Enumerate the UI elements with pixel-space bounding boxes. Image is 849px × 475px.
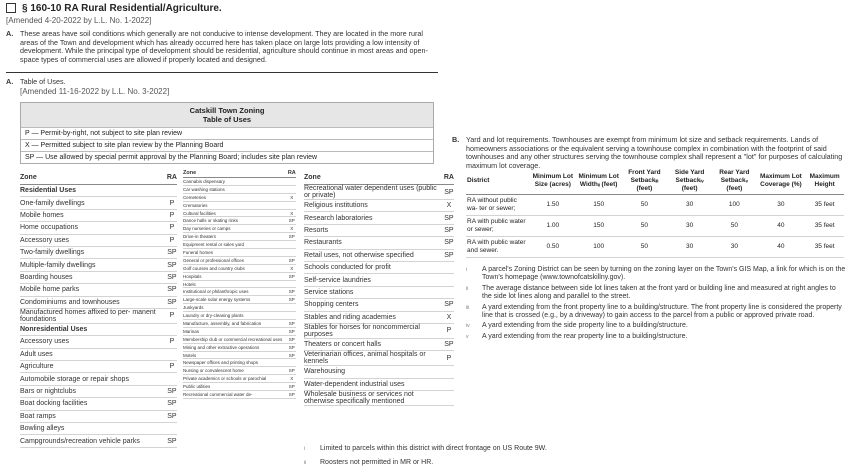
table-row xyxy=(183,343,296,351)
use-name: Accessory uses xyxy=(20,234,167,246)
legend-sp: SP — Use allowed by special permit approval by the Planning Board; includes site plan review xyxy=(21,151,433,163)
ra-value: P xyxy=(167,222,177,234)
section-b-letter: B. xyxy=(452,135,460,144)
ra-value xyxy=(167,348,177,360)
lot-district: RA with public water or sewer; xyxy=(466,216,530,237)
amendment-note: [Amended 4-20-2022 by L.L. No. 1-2022] xyxy=(6,16,152,25)
table-row xyxy=(304,237,454,249)
ra-value xyxy=(167,423,177,435)
legend-p: P — Permit-by-right, not subject to site plan review xyxy=(21,127,433,139)
table-row xyxy=(183,327,296,335)
table-row xyxy=(20,410,177,422)
use-name: Religious institutions xyxy=(304,200,444,212)
ra-value xyxy=(444,391,454,406)
lot-value: 0.50 xyxy=(530,237,576,258)
ra-value: P xyxy=(167,209,177,221)
ra-value: SP xyxy=(288,384,295,390)
table-row xyxy=(304,311,454,323)
table-row xyxy=(183,217,296,225)
footnote xyxy=(304,459,564,467)
ra-value: X xyxy=(288,375,296,383)
table-row xyxy=(304,391,454,406)
table-row xyxy=(183,201,296,209)
ra-value: SP xyxy=(167,296,177,308)
ra-value xyxy=(288,312,296,320)
footnote-text: Roosters not permitted in MR or HR. xyxy=(320,459,434,467)
ra-value: SP xyxy=(288,218,295,224)
use-name: Day nurseries or camps xyxy=(183,225,288,233)
uses-table-1 xyxy=(20,170,177,448)
lot-requirements-table xyxy=(466,168,844,258)
table-row xyxy=(304,323,454,338)
use-name: Residential Uses xyxy=(20,185,167,197)
table-row xyxy=(20,271,177,283)
ra-value: X xyxy=(288,225,296,233)
table-row xyxy=(183,383,296,391)
table-row xyxy=(20,209,177,221)
lot-row xyxy=(466,237,844,258)
use-name: Automobile storage or repair shops xyxy=(20,373,167,385)
lot-note xyxy=(466,285,846,302)
use-name: Nonresidential Uses xyxy=(20,323,167,335)
zoning-heading-line2: Table of Uses xyxy=(202,115,252,124)
use-name: Agriculture xyxy=(20,361,167,373)
lot-header-cell: Rear Yard Setbackᵥ (feet) xyxy=(712,168,756,195)
use-name: Crematories xyxy=(183,201,288,209)
table-row xyxy=(304,274,454,286)
ra-value xyxy=(288,280,296,288)
ra-value: X xyxy=(288,264,296,272)
ra-value xyxy=(167,185,177,197)
ra-value: SP xyxy=(167,435,177,447)
table-row xyxy=(20,348,177,360)
uses-table-2 xyxy=(183,169,296,399)
use-name: Adult uses xyxy=(20,348,167,360)
col-zone: Zone xyxy=(183,169,288,178)
section-row xyxy=(20,185,177,197)
table-header-row xyxy=(20,170,177,185)
use-name: Membership club or commercial recreational uses xyxy=(183,335,288,343)
table-row xyxy=(183,256,296,264)
section-a2-amendment: [Amended 11-16-2022 by L.L. No. 3-2022] xyxy=(20,87,170,96)
table-row xyxy=(304,185,454,200)
table-row xyxy=(304,224,454,236)
table-row xyxy=(183,280,296,288)
zoning-heading-line1: Catskill Town Zoning xyxy=(189,106,265,115)
lot-value: 50 xyxy=(712,216,756,237)
table-row xyxy=(20,373,177,385)
footnote-mark: ii xyxy=(304,460,307,467)
ra-value: SP xyxy=(288,328,295,334)
ra-value: SP xyxy=(444,249,454,261)
table-row xyxy=(183,272,296,280)
table-row xyxy=(183,233,296,241)
lot-value: 30 xyxy=(667,237,712,258)
table-row xyxy=(304,378,454,390)
lot-value: 100 xyxy=(576,237,622,258)
table-row xyxy=(20,423,177,435)
use-name: Motels xyxy=(183,351,288,359)
table-row xyxy=(20,361,177,373)
col-ra: RA xyxy=(167,170,177,185)
ra-value xyxy=(444,366,454,378)
lot-header-cell: Minimum Lot Widthᵢᵢ (feet) xyxy=(576,168,622,195)
ra-value xyxy=(444,378,454,390)
ra-value: SP xyxy=(288,391,295,397)
section-a2-title: Table of Uses. xyxy=(20,77,66,86)
use-name: Retail uses, not otherwise specified xyxy=(304,249,444,261)
use-name: Restaurants xyxy=(304,237,444,249)
lot-header-cell: Side Yard Setbackᵢᵥ (feet) xyxy=(667,168,712,195)
lot-header-cell: District xyxy=(466,168,530,195)
lot-value: 150 xyxy=(576,195,622,216)
use-name: Junkyards xyxy=(183,304,288,312)
table-row xyxy=(304,366,454,378)
table-row xyxy=(183,335,296,343)
use-name: Shopping centers xyxy=(304,299,444,311)
use-name: Hospitals xyxy=(183,272,288,280)
uses-table-3 xyxy=(304,170,454,406)
use-name: Golf courses and country clubs xyxy=(183,264,288,272)
table-row xyxy=(20,259,177,271)
table-row xyxy=(304,200,454,212)
col-ra: RA xyxy=(444,170,454,185)
lot-header-cell: Minimum Lot Size (acres) xyxy=(530,168,576,195)
ra-value: SP xyxy=(444,338,454,350)
ra-value: P xyxy=(167,361,177,373)
ra-value: SP xyxy=(288,257,295,263)
ra-value: SP xyxy=(167,398,177,410)
ra-value: SP xyxy=(444,185,454,200)
ra-value: P xyxy=(167,197,177,209)
table-row xyxy=(183,193,296,201)
ra-value: X xyxy=(288,209,296,217)
lot-note-text: The average distance between side lot lines taken at the front yard or building line and measured at right angles to the side lot lines along and parallel to the street. xyxy=(482,284,836,301)
use-name: Nursing or convalescent home xyxy=(183,367,288,375)
lot-value: 35 feet xyxy=(805,237,844,258)
ra-value: X xyxy=(288,193,296,201)
ra-value: X xyxy=(444,200,454,212)
use-name: Car washing stations xyxy=(183,185,288,193)
divider xyxy=(6,72,438,73)
use-name: Institutional or philanthropic uses xyxy=(183,288,288,296)
ra-value: SP xyxy=(167,410,177,422)
table-row xyxy=(20,296,177,308)
lot-note-mark: v xyxy=(466,333,469,340)
ra-value xyxy=(288,249,296,257)
lot-note-mark: iv xyxy=(466,323,470,330)
use-name: Mobile home parks xyxy=(20,284,167,296)
ra-value xyxy=(288,359,296,367)
use-name: Mining and other extractive operations xyxy=(183,343,288,351)
use-name: Manufactured homes affixed to per- manent foundations xyxy=(20,308,167,323)
lot-note-mark: i xyxy=(466,267,468,273)
section-b-text: Yard and lot requirements. Townhouses are exempt from minimum lot size and setback requirements. Lands of homeowners associations or the equivalent serving a townhouse complex in combination with the footprint of said townhouses and any other structures serving the townhouse complex shall represent a "lot" for purposes of calculating maximum lot coverage. xyxy=(466,135,843,170)
use-name: Drive-in theaters xyxy=(183,233,288,241)
table-row xyxy=(20,222,177,234)
table-row xyxy=(183,375,296,383)
lot-district: RA with public water and sewer. xyxy=(466,237,530,258)
section-a-text: These areas have soil conditions which generally are not conducive to intense development. They are located in the more rural areas of the Town and development which has already occurred here has taken place on large lots providing a low intensity of development. While the principal type of development should be residential, agriculture should continue in most areas and open-space types of commercial uses are allowed if properly located and designed. xyxy=(20,29,428,64)
lot-value: 30 xyxy=(757,195,806,216)
table-row xyxy=(183,249,296,257)
use-name: Condominiums and townhouses xyxy=(20,296,167,308)
ra-value: SP xyxy=(167,246,177,258)
table-row xyxy=(183,359,296,367)
lot-note-text: A yard extending from the rear property line to a building/structure. xyxy=(482,332,688,340)
zoning-legend-box xyxy=(20,102,434,164)
lot-value: 100 xyxy=(712,195,756,216)
section-a2-letter: A. xyxy=(6,77,14,86)
lot-value: 50 xyxy=(622,195,667,216)
use-name: Boat ramps xyxy=(20,410,167,422)
use-name: General or professional offices xyxy=(183,256,288,264)
use-name: Research laboratories xyxy=(304,212,444,224)
lot-value: 1.00 xyxy=(530,216,576,237)
lot-header-cell: Maximum Lot Coverage (%) xyxy=(757,168,806,195)
table-row xyxy=(304,286,454,298)
use-name: Manufacture, assembly, and fabrication xyxy=(183,320,288,328)
use-name: Resorts xyxy=(304,224,444,236)
col-zone: Zone xyxy=(304,170,444,185)
ra-value: SP xyxy=(288,352,295,358)
use-name: Equipment rental or sales yard xyxy=(183,241,288,249)
ra-value: SP xyxy=(167,271,177,283)
lot-value: 30 xyxy=(667,195,712,216)
lot-value: 35 feet xyxy=(805,195,844,216)
lot-note xyxy=(466,266,846,283)
use-name: Cannabis dispensary xyxy=(183,178,288,186)
use-name: Newspaper offices and printing shops xyxy=(183,359,288,367)
use-name: Dance halls or skating rinks xyxy=(183,217,288,225)
lot-header-cell: Maximum Height xyxy=(805,168,844,195)
table-row xyxy=(183,209,296,217)
footnote xyxy=(304,445,564,453)
use-name: Service stations xyxy=(304,286,444,298)
table-row xyxy=(183,312,296,320)
section-title xyxy=(6,3,222,14)
ra-value: SP xyxy=(444,212,454,224)
table-row xyxy=(304,351,454,366)
lot-district: RA without public wa- ter or sewer; xyxy=(466,195,530,216)
use-name: Mobile homes xyxy=(20,209,167,221)
table-row xyxy=(20,308,177,323)
table-row xyxy=(183,296,296,304)
lot-note-text: A yard extending from the side property line to a building/structure. xyxy=(482,322,688,330)
lot-value: 40 xyxy=(757,216,806,237)
footnote-mark: i xyxy=(304,446,306,452)
table-row xyxy=(183,320,296,328)
lot-value: 35 feet xyxy=(805,216,844,237)
ra-value: SP xyxy=(288,289,295,295)
use-name: Recreational water dependent uses (public or private) xyxy=(304,185,444,200)
table-row xyxy=(304,261,454,273)
table-row xyxy=(20,246,177,258)
table-row xyxy=(183,241,296,249)
table-row xyxy=(304,212,454,224)
ra-value xyxy=(444,261,454,273)
ra-value xyxy=(288,241,296,249)
ra-value xyxy=(288,185,296,193)
zoning-legend-heading xyxy=(21,103,433,127)
section-a-letter: A. xyxy=(6,29,14,38)
table-row xyxy=(304,299,454,311)
lot-value: 1.50 xyxy=(530,195,576,216)
lot-note-text: A yard extending from the front property line to a building/structure. The front property line is considered the property line that is crossed (e.g., by a driveway) to gain access to the parcel from a public or approved private road. xyxy=(482,303,842,320)
use-name: Cemeteries xyxy=(183,193,288,201)
ra-value: SP xyxy=(288,234,295,240)
ra-value: SP xyxy=(288,368,295,374)
ra-value xyxy=(288,201,296,209)
use-name: Stables and riding academies xyxy=(304,311,444,323)
ra-value: P xyxy=(444,323,454,338)
use-name: Public utilities xyxy=(183,383,288,391)
use-name: Funeral homes xyxy=(183,249,288,257)
table-row xyxy=(183,367,296,375)
ra-value: SP xyxy=(444,299,454,311)
use-name: Schools conducted for profit xyxy=(304,261,444,273)
lot-note xyxy=(466,333,846,341)
table-header-row xyxy=(183,169,296,178)
table-row xyxy=(183,288,296,296)
ra-value: SP xyxy=(288,320,295,326)
lot-header-row xyxy=(466,168,844,195)
ra-value: P xyxy=(444,351,454,366)
legend-x: X — Permitted subject to site plan review by the Planning Board xyxy=(21,139,433,151)
ra-value: SP xyxy=(167,284,177,296)
table-row xyxy=(20,398,177,410)
use-name: Marinas xyxy=(183,327,288,335)
use-name: Boarding houses xyxy=(20,271,167,283)
col-ra: RA xyxy=(287,169,296,176)
lot-note xyxy=(466,322,846,330)
use-name: Bowling alleys xyxy=(20,423,167,435)
ra-value: P xyxy=(167,336,177,348)
ra-value: SP xyxy=(288,273,295,279)
table-footnotes xyxy=(304,445,564,468)
table-row xyxy=(183,304,296,312)
table-row xyxy=(183,351,296,359)
table-row xyxy=(183,225,296,233)
section-title-text: § 160-10 RA Rural Residential/Agriculture. xyxy=(22,3,222,14)
ra-value: X xyxy=(444,311,454,323)
lot-notes xyxy=(466,266,846,343)
lot-row xyxy=(466,216,844,237)
use-name: Cultural facilities xyxy=(183,209,288,217)
ra-value: SP xyxy=(288,297,295,303)
use-name: Recreational commercial water de- xyxy=(183,391,288,399)
use-name: Boat docking facilities xyxy=(20,398,167,410)
ra-value xyxy=(288,304,296,312)
lot-value: 50 xyxy=(622,216,667,237)
table-row xyxy=(304,249,454,261)
lot-value: 150 xyxy=(576,216,622,237)
lot-header-cell: Front Yard Setbackᵢᵢᵢ (feet) xyxy=(622,168,667,195)
use-name: Self-service laundries xyxy=(304,274,444,286)
use-name: Bars or nightclubs xyxy=(20,385,167,397)
table-row xyxy=(20,336,177,348)
table-row xyxy=(20,197,177,209)
ra-value: SP xyxy=(444,237,454,249)
table-row xyxy=(20,234,177,246)
use-name: Multiple-family dwellings xyxy=(20,259,167,271)
table-row xyxy=(183,185,296,193)
use-name: Large-scale solar energy systems xyxy=(183,296,288,304)
use-name: Theaters or concert halls xyxy=(304,338,444,350)
table-row xyxy=(183,178,296,186)
lot-value: 30 xyxy=(667,216,712,237)
table-header-row xyxy=(304,170,454,185)
lot-note-text: A parcel's Zoning District can be seen by turning on the zoning layer on the Town's GIS Map, a link for which is on the Town's homepage (www.townofcatskillny.gov). xyxy=(482,266,846,282)
ra-value: SP xyxy=(288,344,295,350)
ra-value xyxy=(288,178,296,186)
use-name: Accessory uses xyxy=(20,336,167,348)
lot-row xyxy=(466,195,844,216)
use-name: Laundry or dry-cleaning plants xyxy=(183,312,288,320)
ra-value xyxy=(167,373,177,385)
lot-note-mark: iii xyxy=(466,304,470,311)
table-row xyxy=(20,284,177,296)
table-row xyxy=(304,338,454,350)
ra-value: SP xyxy=(167,385,177,397)
use-name: Stables for horses for noncommercial purposes xyxy=(304,323,444,338)
ra-value xyxy=(167,323,177,335)
use-name: Hotels xyxy=(183,280,288,288)
use-name: Warehousing xyxy=(304,366,444,378)
footnote-text: Limited to parcels within this district with direct frontage on US Route 9W. xyxy=(320,445,547,452)
ra-value: SP xyxy=(444,224,454,236)
lot-value: 50 xyxy=(622,237,667,258)
table-row xyxy=(183,264,296,272)
use-name: Wholesale business or services not otherwise specifically mentioned xyxy=(304,391,444,406)
use-name: Campgrounds/recreation vehicle parks xyxy=(20,435,167,447)
ra-value xyxy=(444,274,454,286)
ra-value: P xyxy=(167,308,177,323)
ra-value: SP xyxy=(288,336,295,342)
use-name: Private academics or schools or parochial xyxy=(183,375,288,383)
table-row xyxy=(20,385,177,397)
lot-value: 30 xyxy=(712,237,756,258)
ra-value: SP xyxy=(167,259,177,271)
table-row xyxy=(183,391,296,399)
use-name: Home occupations xyxy=(20,222,167,234)
use-name: One-family dwellings xyxy=(20,197,167,209)
col-zone: Zone xyxy=(20,170,167,185)
lot-note xyxy=(466,304,846,321)
lot-note-mark: ii xyxy=(466,285,469,292)
bookmark-checkbox[interactable] xyxy=(6,3,16,13)
use-name: Water-dependent industrial uses xyxy=(304,378,444,390)
table-row xyxy=(20,435,177,447)
ra-value: P xyxy=(167,234,177,246)
ra-value xyxy=(444,286,454,298)
lot-value: 40 xyxy=(757,237,806,258)
use-name: Veterinarian offices, animal hospitals or kennels xyxy=(304,351,444,366)
section-row xyxy=(20,323,177,335)
use-name: Two-family dwellings xyxy=(20,246,167,258)
